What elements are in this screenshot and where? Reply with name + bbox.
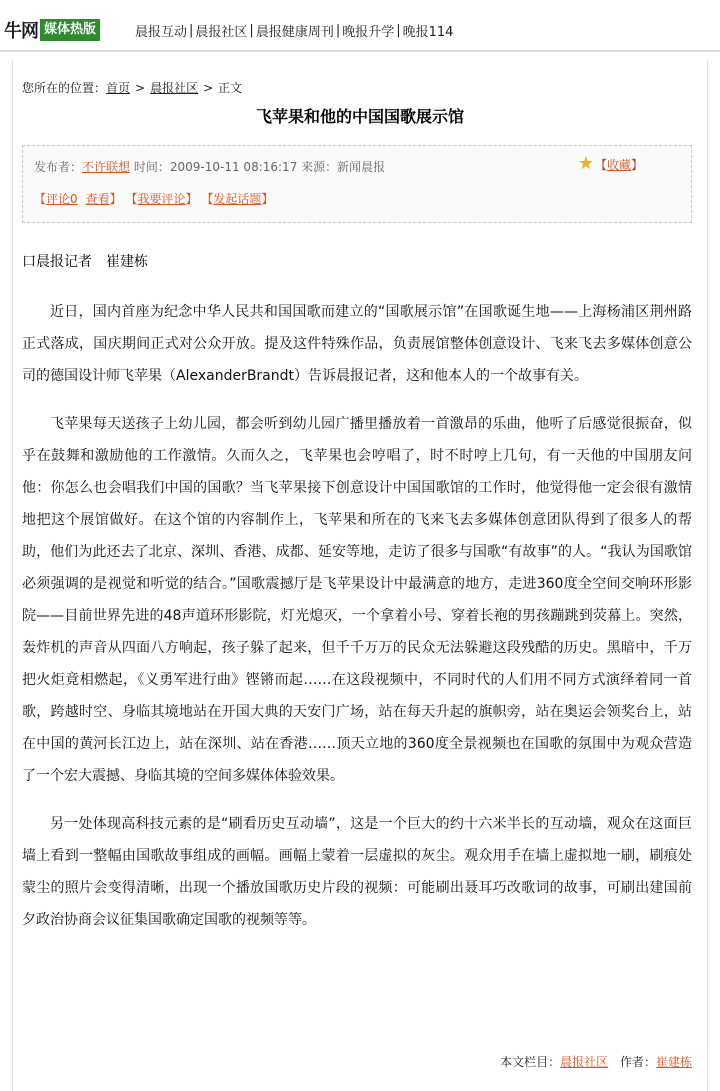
article-actions: 【评论0 查看】 【我要评论】 【发起话题】 [34, 192, 274, 206]
publisher-label: 发布者： [34, 160, 83, 174]
logo-tag: 媒体热版 [40, 19, 100, 41]
top-bar [0, 0, 720, 52]
article-meta [34, 158, 385, 175]
breadcrumb-prefix: 您所在的位置： [22, 81, 107, 95]
comment-count-link[interactable]: 评论0 [46, 192, 78, 206]
favorite-control: ★ 【 收藏 】 [577, 153, 643, 174]
time-label: 时间： [133, 160, 170, 174]
nav-link-114[interactable]: 晚报114 [402, 25, 454, 40]
article-body [22, 296, 692, 952]
view-comments-link[interactable]: 查看 [85, 192, 110, 206]
breadcrumb [22, 79, 242, 96]
post-comment-link[interactable]: 我要评论 [137, 192, 186, 206]
article-paragraph: 另一处体现高科技元素的是“刷看历史互动墙”，这是一个巨大的约十六米半长的互动墙，观众在这面巨墙上看到一整幅由国歌故事组成的画幅。画幅上蒙着一层虚拟的灰尘。观众用手在墙上虚拟地一刷，刷痕处蒙尘的照片会变得清晰，出现一个播放国歌历史片段的视频：可能刷出聂耳巧改歌词的故事，可刷出建国前夕政治协商会议征集国歌确定国歌的视频等等。 [22, 816, 692, 928]
source-label: 来源： [301, 160, 338, 174]
article-title: 飞苹果和他的中国国歌展示馆 [255, 107, 464, 126]
column-label: 本文栏目： [500, 1055, 561, 1069]
breadcrumb-separator: > [135, 81, 146, 95]
star-icon: ★ [577, 153, 594, 174]
logo-main-text: 牛网 [4, 21, 38, 42]
footer-author-label: 作者： [619, 1055, 656, 1069]
favorite-link[interactable]: 收藏 [606, 157, 631, 172]
article-paragraph: 飞苹果每天送孩子上幼儿园，都会听到幼儿园广播里播放着一首激昂的乐曲，他听了后感觉很振奋，似乎在鼓舞和激励他的工作激情。久而久之，飞苹果也会哼唱了，时不时哼上几句，有一天他的中国朋友问他：你怎么也会唱我们中国的国歌？当飞苹果接下创意设计中国国歌馆的工作时，他觉得他一定会很有激情地把这个展馆做好。在这个馆的内容制作上，飞苹果和所在的飞来飞去多媒体创意团队得到了很多人的帮助，他们为此还去了北京、深圳、香港、成都、延安等地，走访了很多与国歌“有故事”的人。“我认为国歌馆必须强调的是视觉和听觉的结合。”国歌震撼厅是飞苹果设计中最满意的地方，走进360度全空间交响环形影院——目前世界先进的48声道环形影院，灯光熄灭，一个拿着小号、穿着长袍的男孩蹦跳到荧幕上。突然，轰炸机的声音从四面八方响起，孩子躲了起来，但千千万万的民众无法躲避这段残酷的历史。黑暗中，千万把火炬竟相燃起，《义勇军进行曲》铿锵而起……在这段视频中，不同时代的人们用不同方式演绎着同一首歌，跨越时空、身临其境地站在开国大典的天安门广场，站在每天升起的旗帜旁，站在奥运会领奖台上，站在中国的黄河长江边上，站在深圳、站在香港……顶天立地的360度全景视频也在国歌的氛围中为观众营造了一个宏大震撼、身临其境的空间多媒体体验效果。 [22, 416, 692, 784]
nav-link-health[interactable]: 晨报健康周刊 [255, 25, 334, 40]
breadcrumb-home[interactable]: 首页 [106, 81, 131, 95]
article-footer [500, 1053, 692, 1070]
breadcrumb-current: 正文 [218, 81, 243, 95]
nav-link-school[interactable]: 晚报升学 [342, 25, 395, 40]
publish-time: 2009-10-11 08:16:17 [169, 160, 298, 174]
breadcrumb-community[interactable]: 晨报社区 [150, 81, 199, 95]
breadcrumb-separator: > [203, 81, 214, 95]
article-paragraph: 近日，国内首座为纪念中华人民共和国国歌而建立的“国歌展示馆”在国歌诞生地——上海杨浦区荆州路正式落成，国庆期间正式对公众开放。提及这件特殊作品，负责展馆整体创意设计、飞来飞去多媒体创意公司的德国设计师飞苹果（AlexanderBrandt）告诉晨报记者，这和他本人的一个故事有关。 [22, 304, 692, 384]
footer-author-link[interactable]: 崔建栋 [655, 1055, 692, 1069]
nav-link-interact[interactable]: 晨报互动 [135, 25, 188, 40]
source-value: 新闻晨报 [337, 160, 386, 174]
column-link[interactable]: 晨报社区 [560, 1055, 609, 1069]
site-logo[interactable] [4, 18, 100, 42]
article-info-box [22, 145, 692, 223]
publisher-link[interactable]: 不许联想 [82, 160, 131, 174]
top-nav: 晨报互动 | 晨报社区 | 晨报健康周刊 | 晚报升学 | 晚报114 [135, 23, 454, 40]
nav-link-community[interactable]: 晨报社区 [195, 25, 248, 40]
reporter-byline: 口晨报记者 崔建栋 [22, 254, 148, 270]
start-topic-link[interactable]: 发起话题 [213, 192, 262, 206]
